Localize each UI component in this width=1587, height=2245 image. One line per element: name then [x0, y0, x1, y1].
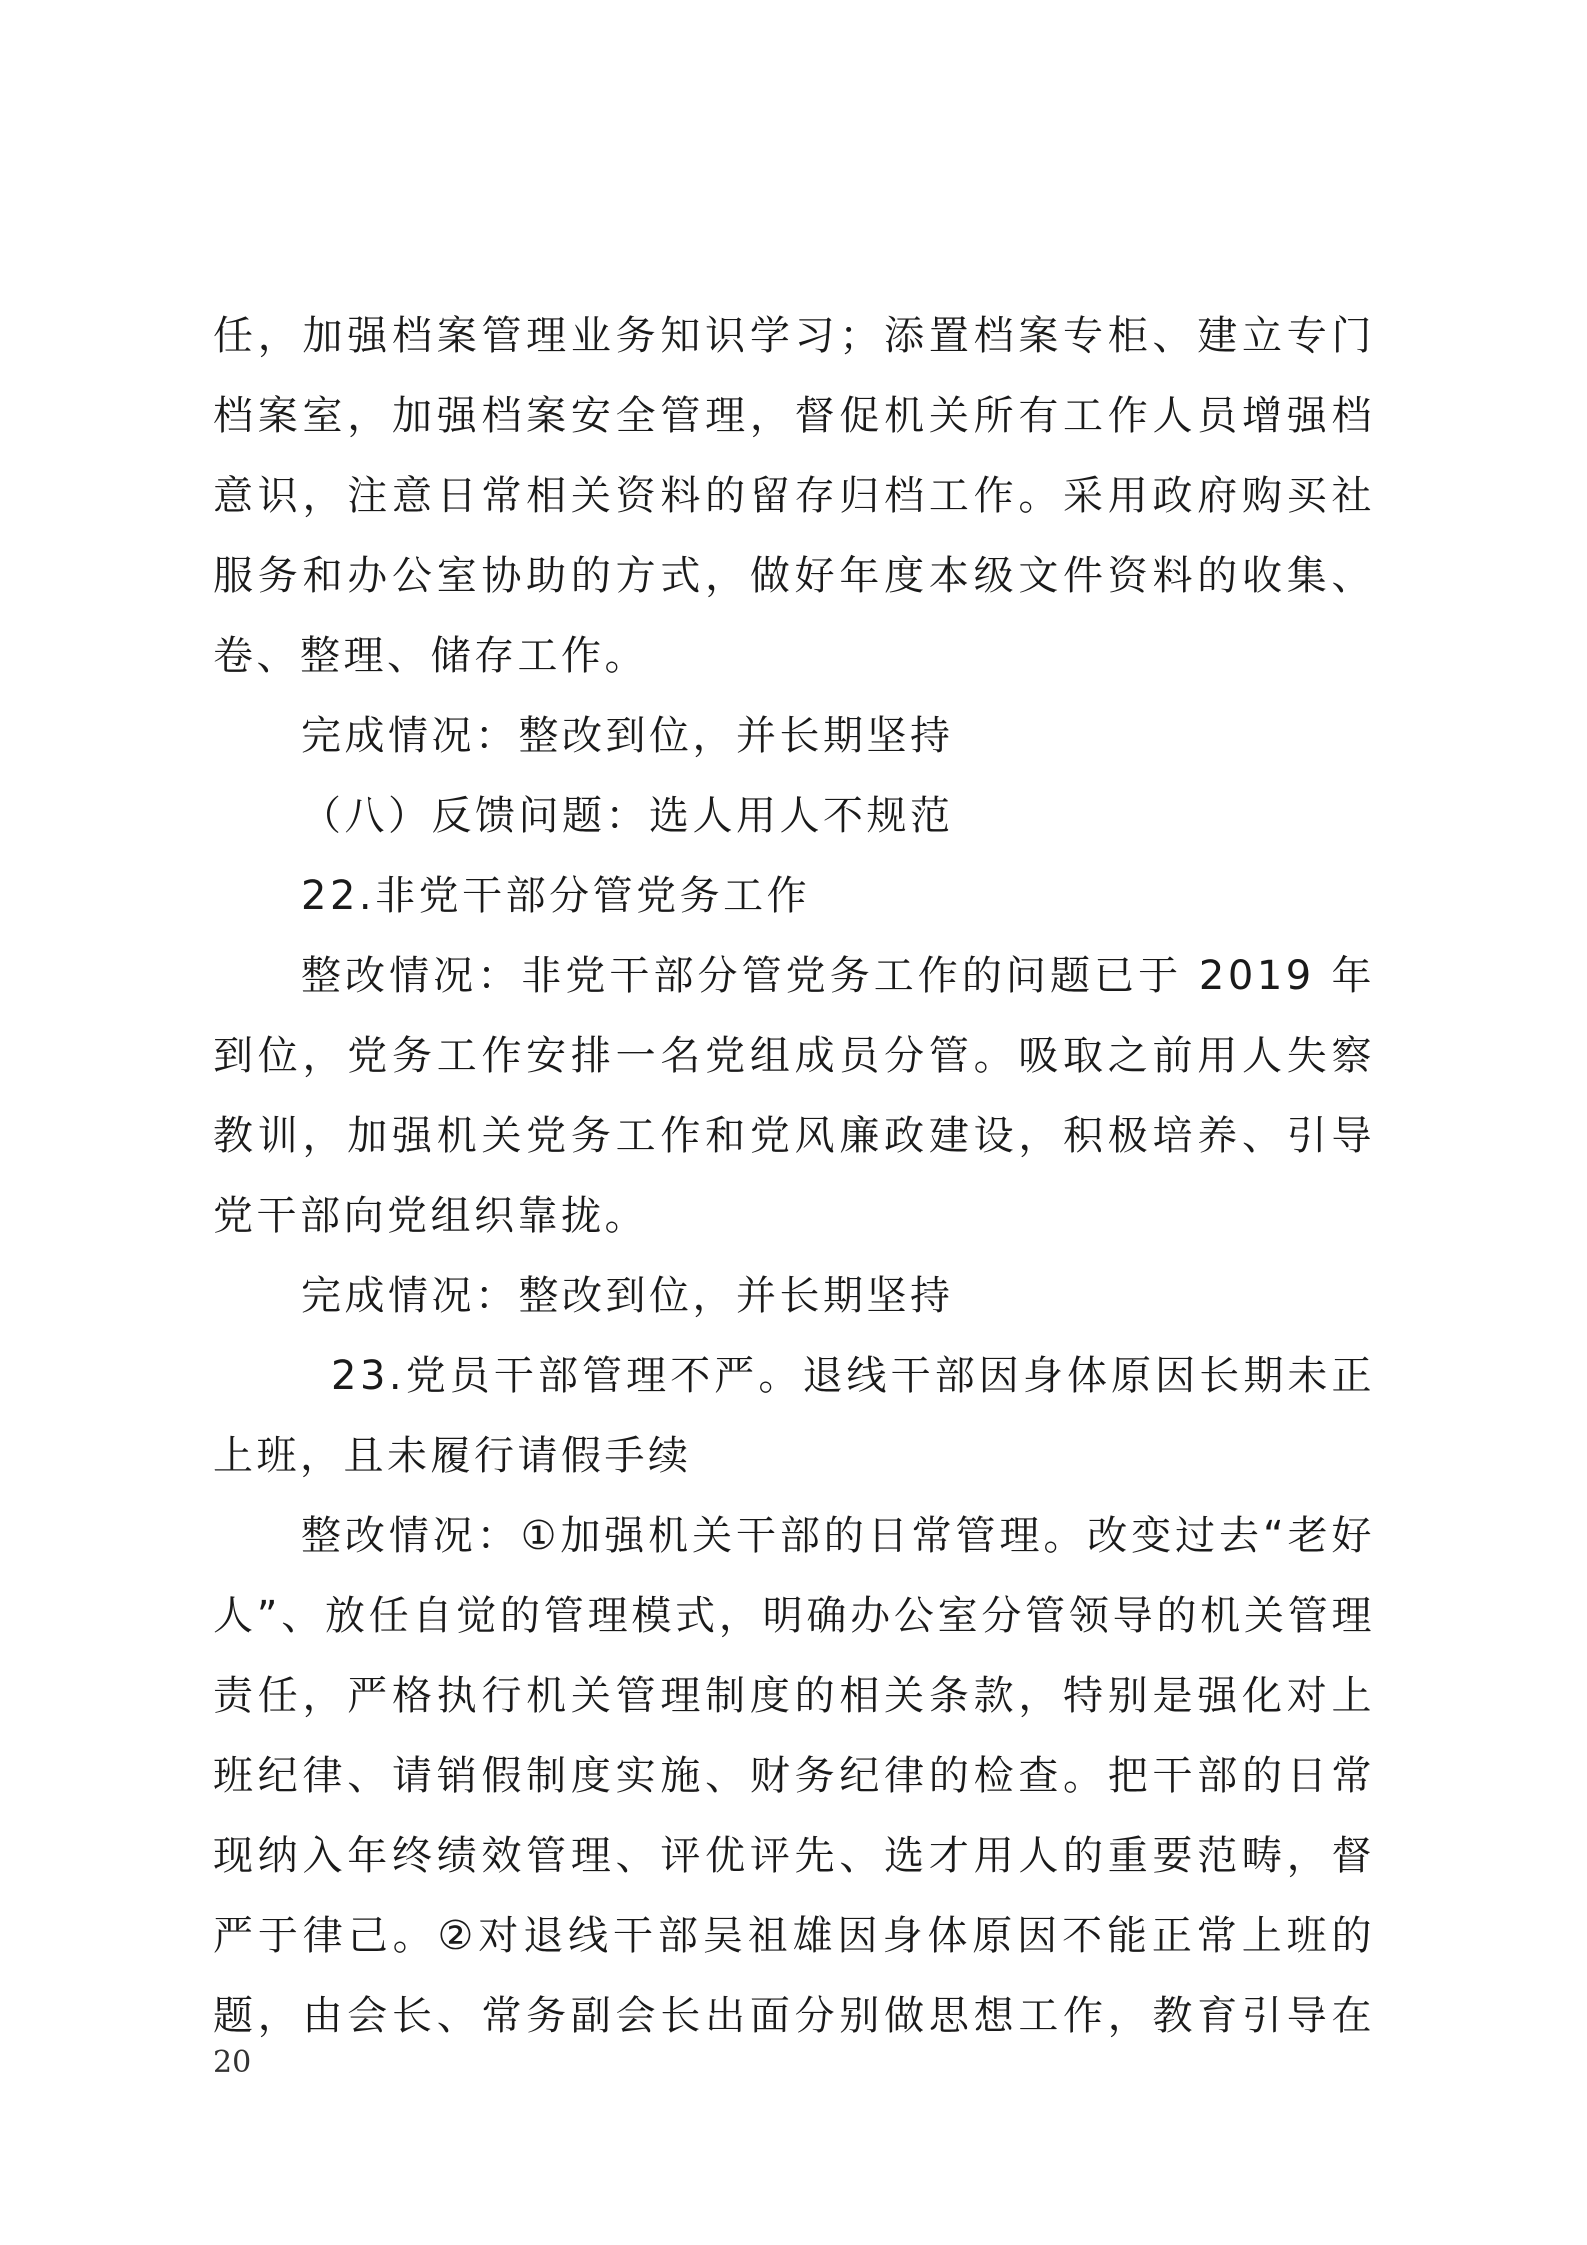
text-line: 服务和办公室协助的方式，做好年度本级文件资料的收集、: [213, 553, 1375, 599]
text-line: 档案室，加强档案安全管理，督促机关所有工作人员增强档: [213, 393, 1375, 439]
text-line: 党干部向党组织靠拢。: [213, 1193, 648, 1239]
text-line: 整改情况：非党干部分管党务工作的问题已于 2019 年: [301, 953, 1375, 999]
page-number: 20: [213, 2045, 252, 2080]
text-line: 班纪律、请销假制度实施、财务纪律的检查。把干部的日常: [213, 1753, 1375, 1799]
text-line: 人”、放任自觉的管理模式，明确办公室分管领导的机关管理: [213, 1593, 1375, 1639]
text-line: 责任，严格执行机关管理制度的相关条款，特别是强化对上: [213, 1673, 1375, 1719]
text-line: 上班，且未履行请假手续: [213, 1433, 692, 1479]
text-line: 严于律己。②对退线干部吴祖雄因身体原因不能正常上班的: [213, 1913, 1375, 1959]
text-line: 22.非党干部分管党务工作: [301, 873, 811, 919]
document-body: [213, 296, 1375, 2056]
text-line: 意识，注意日常相关资料的留存归档工作。采用政府购买社: [213, 473, 1375, 519]
text-line: 卷、整理、储存工作。: [213, 633, 648, 679]
text-line: 现纳入年终绩效管理、评优评先、选才用人的重要范畴，督: [213, 1833, 1375, 1879]
text-line: 教训，加强机关党务工作和党风廉政建设，积极培养、引导: [213, 1113, 1375, 1159]
text-line: 任，加强档案管理业务知识学习；添置档案专柜、建立专门: [213, 313, 1375, 359]
text-line: 完成情况：整改到位，并长期坚持: [301, 1273, 954, 1319]
text-line: 完成情况：整改到位，并长期坚持: [301, 713, 954, 759]
text-line: 题，由会长、常务副会长出面分别做思想工作，教育引导在: [213, 1993, 1375, 2039]
text-line: 整改情况：①加强机关干部的日常管理。改变过去“老好: [301, 1513, 1375, 1559]
text-line: 到位，党务工作安排一名党组成员分管。吸取之前用人失察: [213, 1033, 1375, 1079]
text-line: 23.党员干部管理不严。退线干部因身体原因长期未正: [331, 1353, 1375, 1399]
text-line: （八）反馈问题：选人用人不规范: [301, 793, 954, 839]
